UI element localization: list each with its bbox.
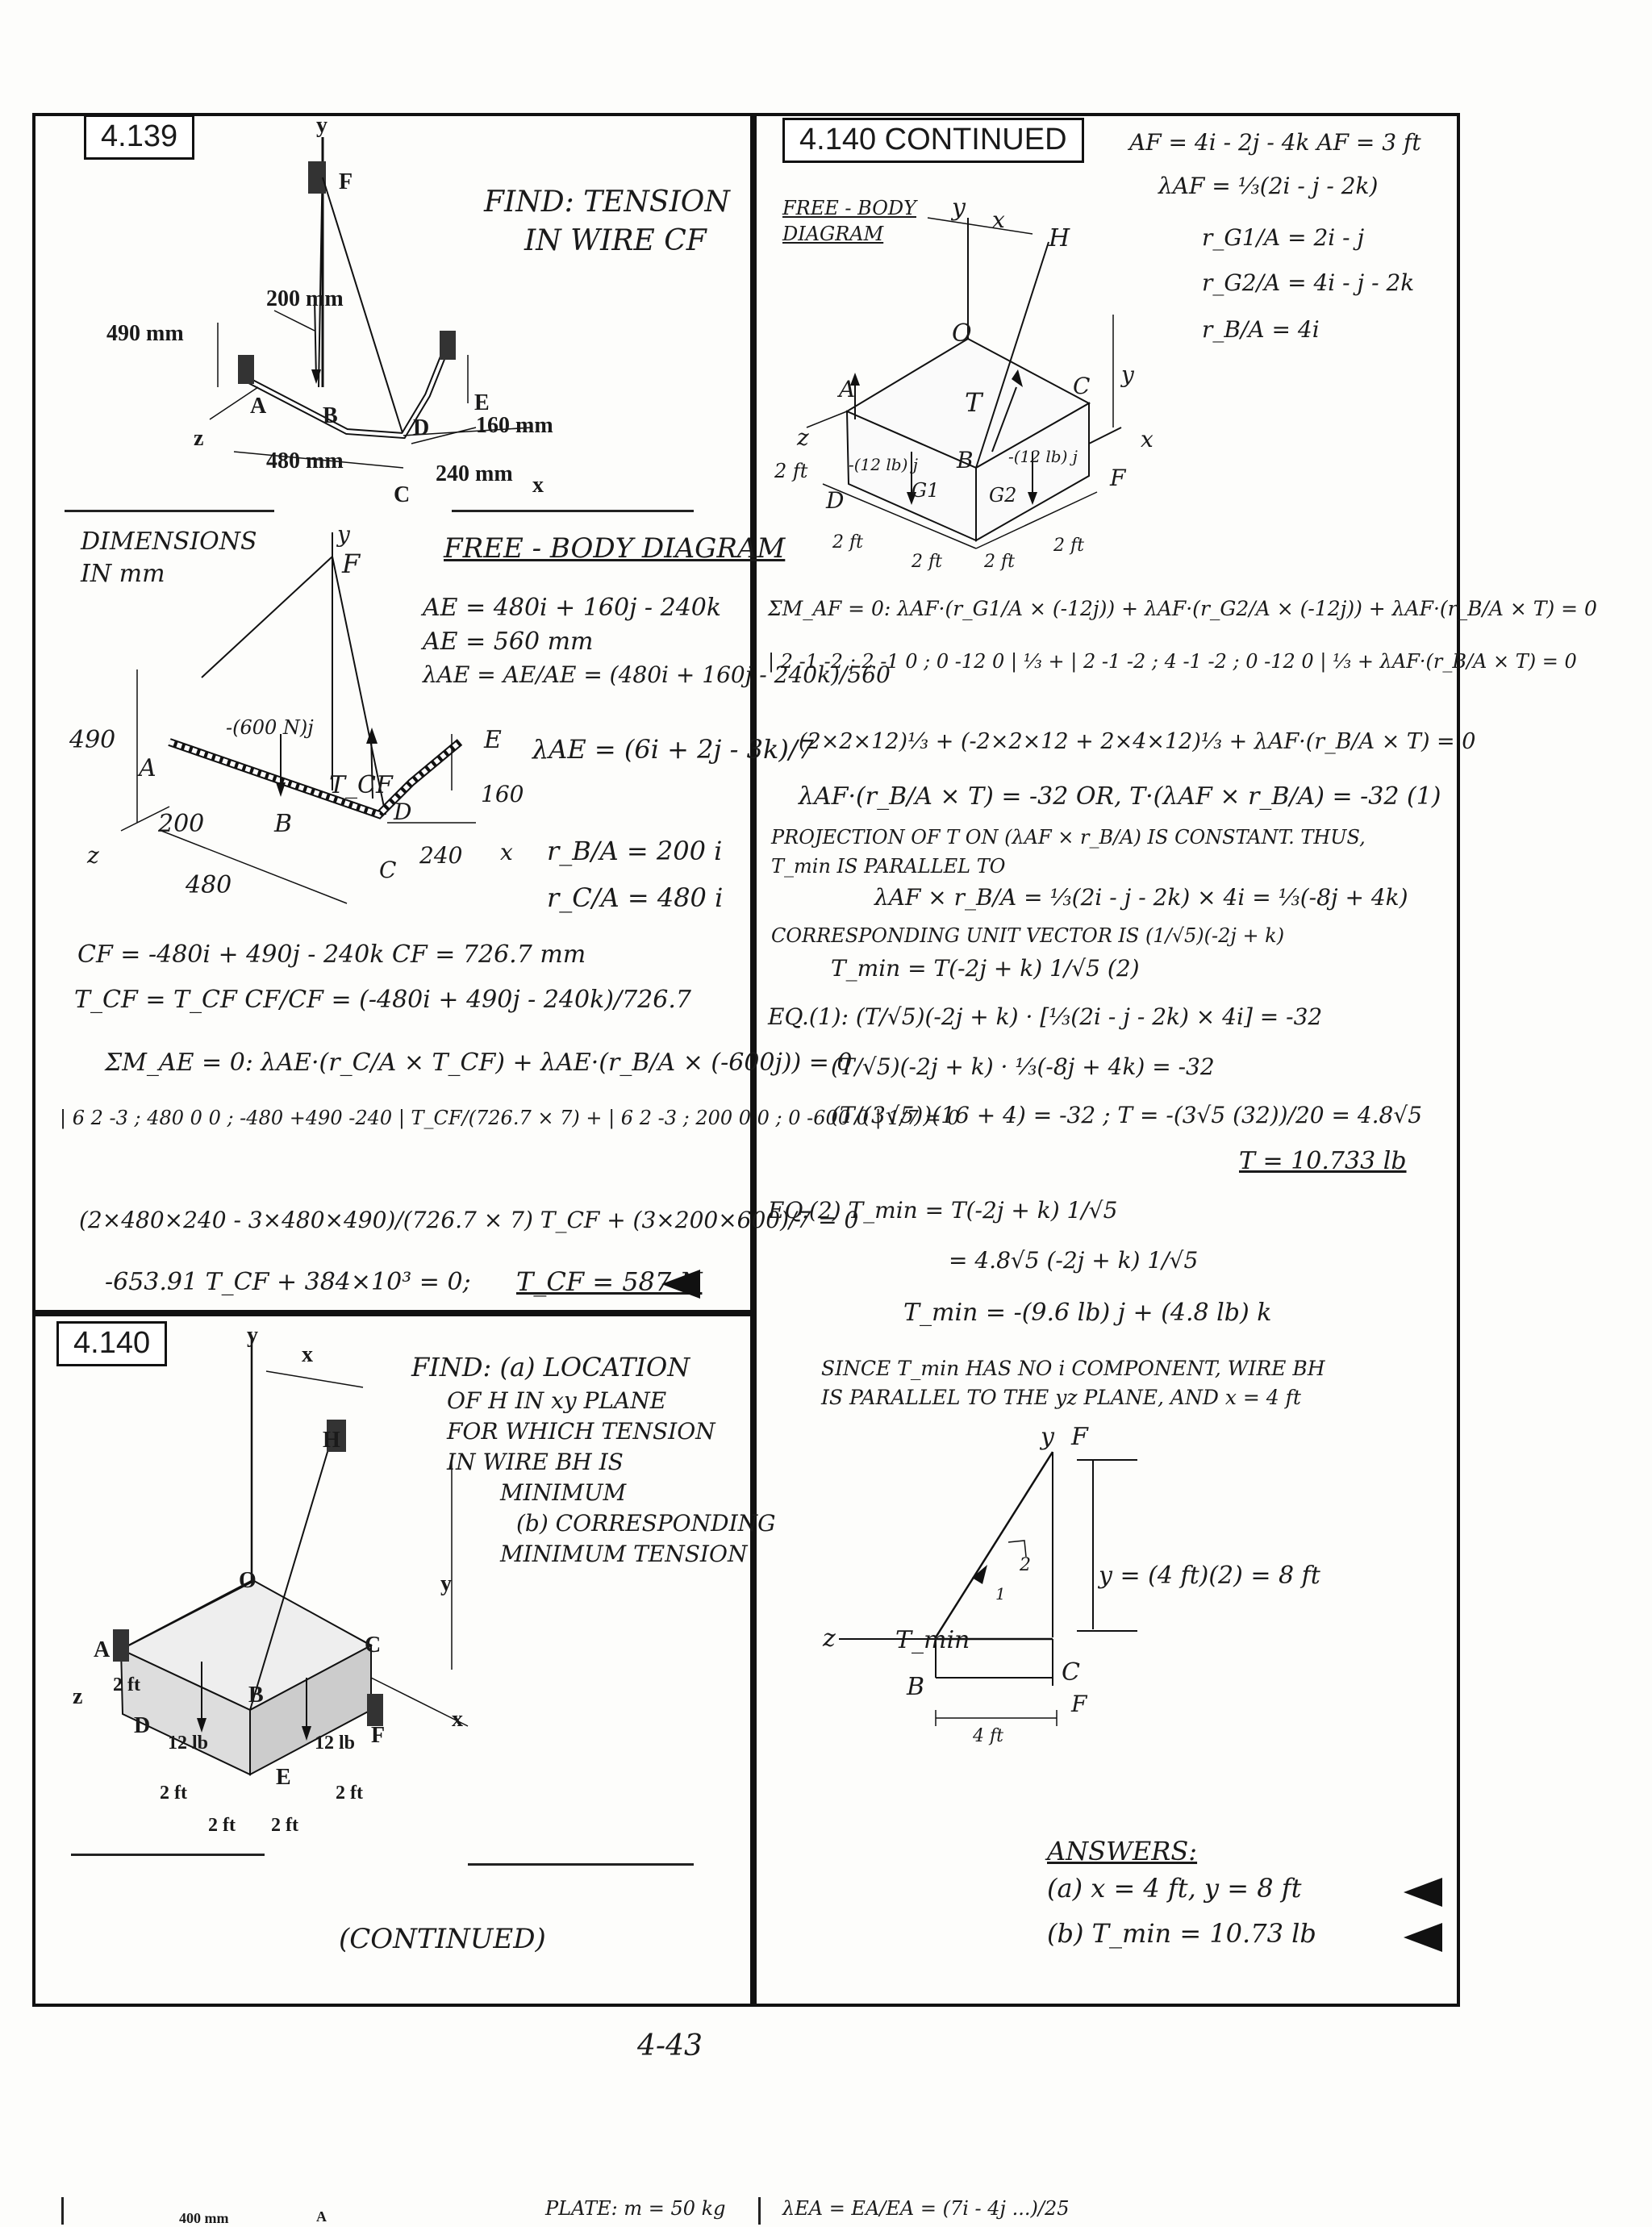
fig140-label-b: B xyxy=(248,1683,264,1708)
fbd140-2ft-b: 2 ft xyxy=(832,532,863,553)
eq140-moment-sum: ΣM_AF = 0: λAF·(r_G1/A × (-12j)) + λAF·(r_G2/A × (-12j)) + λAF·(r_B/A × T) = 0 xyxy=(768,597,1597,620)
eq-r-ca: r_C/A = 480 i xyxy=(547,882,724,913)
answer-marker-a xyxy=(1404,1878,1442,1907)
separator-line xyxy=(65,510,274,512)
fig140-label-e: E xyxy=(276,1765,291,1790)
next-page-dim: 400 mm xyxy=(179,2210,229,2226)
fbd-label-c: C xyxy=(379,857,397,883)
fbd-label-f: F xyxy=(342,548,361,579)
fbd140-2ft-d: 2 ft xyxy=(912,552,942,572)
fig140-label-2ft-d: 2 ft xyxy=(208,1815,236,1836)
small-fig-ratio-1: 1 xyxy=(995,1584,1006,1604)
fig-label-d: D xyxy=(413,415,430,440)
fig140-label-a: A xyxy=(94,1637,111,1662)
fig140-weight-2: 12 lb xyxy=(315,1733,356,1754)
eq140-dot: (T/√5)(-2j + k) · ⅓(-8j + 4k) = -32 xyxy=(831,1053,1215,1080)
fig140-label-x: x xyxy=(302,1342,313,1367)
next-page-lambda: λEA = EA/EA = (7i - 4j ...)/25 xyxy=(782,2197,1070,2220)
eq140-since: SINCE T_min HAS NO i COMPONENT, WIRE BH xyxy=(821,1357,1325,1380)
eq140-eq2-sub: = 4.8√5 (-2j + k) 1/√5 xyxy=(949,1247,1199,1274)
eq-lambda-af: λAF = ⅓(2i - j - 2k) xyxy=(1158,173,1379,199)
eq-af-vector: AF = 4i - 2j - 4k AF = 3 ft xyxy=(1129,129,1421,156)
fbd140-a: A xyxy=(839,376,856,402)
eq140-eq1: EQ.(1): (T/√5)(-2j + k) · [⅓(2i - j - 2k) × 4i] = -32 xyxy=(768,1003,1323,1030)
find140-line-1: FIND: (a) LOCATION xyxy=(411,1352,690,1382)
fbd140-2ft-c: 2 ft xyxy=(1053,536,1084,556)
dimensions-note-unit: IN mm xyxy=(81,560,165,588)
fbd140-w1: -(12 lb) j xyxy=(849,455,918,474)
eq-expanded: (2×480×240 - 3×480×490)/(726.7 × 7) T_CF + (3×200×600)/7 = 0 xyxy=(79,1207,859,1233)
fbd140-b: B xyxy=(957,447,974,473)
fbd-label-x: x xyxy=(500,839,513,865)
small-fig-ratio-2: 2 xyxy=(1020,1555,1031,1575)
fbd140-y: y xyxy=(952,194,966,222)
small-fig-f-bottom: F xyxy=(1071,1691,1087,1717)
answer-a: (a) x = 4 ft, y = 8 ft xyxy=(1047,1873,1302,1904)
fbd140-title-1: FREE - BODY xyxy=(782,197,916,219)
eq140-tmin-result: T_min = -(9.6 lb) j + (4.8 lb) k xyxy=(903,1299,1272,1327)
eq140-t-result: T = 10.733 lb xyxy=(1239,1147,1407,1175)
fbd-title: FREE - BODY DIAGRAM xyxy=(444,532,786,565)
find140-line-5: MINIMUM xyxy=(500,1479,627,1506)
fbd140-x: x xyxy=(992,206,1005,233)
eq140-parallel-yz: IS PARALLEL TO THE yz PLANE, AND x = 4 ft xyxy=(821,1386,1301,1409)
small-fig-result: y = (4 ft)(2) = 8 ft xyxy=(1099,1562,1320,1590)
find140-line-2: OF H IN xy PLANE xyxy=(447,1387,667,1414)
fbd140-t: T xyxy=(965,387,982,418)
eq-linear: -653.91 T_CF + 384×10³ = 0; xyxy=(105,1268,471,1296)
fbd140-z: z xyxy=(797,424,809,451)
small-figure-4-140 xyxy=(815,1420,1234,1839)
fbd140-c: C xyxy=(1073,373,1091,399)
fbd-label-480: 480 xyxy=(186,871,232,899)
find140-line-6: (b) CORRESPONDING xyxy=(516,1510,776,1537)
eq-r-g1a: r_G1/A = 2i - j xyxy=(1202,224,1365,251)
fig140-label-o: O xyxy=(239,1568,257,1593)
fig140-label-d: D xyxy=(134,1713,151,1738)
fig-label-x: x xyxy=(532,473,544,498)
fig-label-c: C xyxy=(394,482,411,507)
fig-label-240mm: 240 mm xyxy=(436,461,513,486)
fbd-label-tcf: T_CF xyxy=(329,771,393,799)
eq140-unit-vector: CORRESPONDING UNIT VECTOR IS (1/√5)(-2j + k) xyxy=(771,924,1285,947)
fig-label-y: y xyxy=(316,113,327,138)
fbd-label-y: y xyxy=(337,521,350,548)
separator-line xyxy=(468,1863,694,1866)
fig140-label-2ft-e: 2 ft xyxy=(271,1815,298,1836)
fig-label-f: F xyxy=(339,169,353,194)
fbd-label-d: D xyxy=(394,799,412,825)
fbd140-y2: y xyxy=(1121,361,1134,388)
problem-tag-4-140: 4.140 xyxy=(56,1321,167,1366)
small-fig-tmin: T_min xyxy=(895,1626,970,1654)
find140-line-4: IN WIRE BH IS xyxy=(447,1449,624,1475)
fig-label-200mm: 200 mm xyxy=(266,286,344,311)
fbd-label-z: z xyxy=(87,842,99,869)
eq-cf-vector: CF = -480i + 490j - 240k CF = 726.7 mm xyxy=(77,940,586,969)
fbd-label-160: 160 xyxy=(481,781,524,807)
answer-marker-b xyxy=(1404,1923,1442,1952)
eq140-cross: λAF × r_B/A = ⅓(2i - j - 2k) × 4i = ⅓(-8j + 4k) xyxy=(874,884,1408,911)
small-fig-y: y xyxy=(1041,1423,1054,1451)
fbd140-x2: x xyxy=(1141,426,1153,452)
fig-label-e: E xyxy=(474,390,490,415)
fbd140-2ft-e: 2 ft xyxy=(984,552,1015,572)
eq140-solve: (T/(3√5))(16 + 4) = -32 ; T = -(3√5 (32))/20 = 4.8√5 xyxy=(831,1102,1423,1128)
dimensions-note: DIMENSIONS xyxy=(81,528,257,556)
fig140-label-y: y xyxy=(247,1323,258,1348)
eq-moment-sum: ΣM_AE = 0: λAE·(r_C/A × T_CF) + λAE·(r_B/A × (-600j)) = 0 xyxy=(105,1049,853,1077)
fig140-label-y2: y xyxy=(440,1571,452,1596)
fig140-label-h: H xyxy=(323,1428,340,1453)
small-fig-c: C xyxy=(1062,1658,1080,1687)
fbd-label-600n: -(600 N)j xyxy=(226,716,314,739)
fbd-label-a: A xyxy=(139,754,156,782)
fig-label-z: z xyxy=(194,426,204,451)
continued-note: (CONTINUED) xyxy=(339,1923,546,1955)
eq-ae-vector: AE = 480i + 160j - 240k xyxy=(423,594,722,622)
answer-marker xyxy=(661,1270,700,1299)
small-fig-b: B xyxy=(907,1673,925,1701)
fbd140-f: F xyxy=(1110,465,1126,491)
fbd-label-e: E xyxy=(484,726,502,754)
fig140-label-c: C xyxy=(365,1633,382,1658)
fbd140-w2: -(12 lb) j xyxy=(1008,447,1078,466)
fbd140-2ft: 2 ft xyxy=(774,460,808,482)
eq140-projection: PROJECTION OF T ON (λAF × r_B/A) IS CONSTANT. THUS, xyxy=(771,826,1366,849)
fig140-weight-1: 12 lb xyxy=(168,1733,209,1754)
fbd140-o: O xyxy=(952,319,972,348)
fbd-label-b: B xyxy=(274,810,293,838)
fig-label-160mm: 160 mm xyxy=(476,413,553,438)
fig140-label-2ft-b: 2 ft xyxy=(160,1783,187,1804)
fig140-label-2ft-a: 2 ft xyxy=(113,1674,140,1695)
eq140-parallel: T_min IS PARALLEL TO xyxy=(771,855,1006,878)
fbd140-g1: G1 xyxy=(912,479,940,502)
eq140-eq2: EQ.(2) T_min = T(-2j + k) 1/√5 xyxy=(768,1197,1118,1224)
small-fig-f-top: F xyxy=(1071,1423,1088,1451)
fbd140-d: D xyxy=(826,487,845,514)
find-line-1: FIND: TENSION xyxy=(484,186,730,219)
find-line-2: IN WIRE CF xyxy=(524,224,707,257)
problem-tag-4-140-continued: 4.140 CONTINUED xyxy=(782,118,1084,163)
separator-line xyxy=(452,510,694,512)
fig140-label-x2: x xyxy=(452,1707,463,1732)
fig140-label-z: z xyxy=(73,1684,83,1709)
fig140-label-2ft-c: 2 ft xyxy=(336,1783,363,1804)
fbd-label-490: 490 xyxy=(69,726,116,754)
figure-4-140 xyxy=(48,1323,500,1775)
fbd-label-200: 200 xyxy=(158,810,205,838)
fig140-label-f: F xyxy=(371,1723,386,1748)
small-fig-span: 4 ft xyxy=(973,1726,1003,1746)
find140-line-7: MINIMUM TENSION xyxy=(500,1541,748,1567)
fbd140-h: H xyxy=(1049,224,1070,252)
answers-heading: ANSWERS: xyxy=(1047,1836,1198,1866)
eq-r-ba: r_B/A = 200 i xyxy=(547,836,723,866)
eq140-result-1: λAF·(r_B/A × T) = -32 OR, T·(λAF × r_B/A) = -32 (1) xyxy=(799,782,1441,811)
fig-label-b: B xyxy=(323,403,338,428)
eq140-tmin: T_min = T(-2j + k) 1/√5 (2) xyxy=(831,955,1140,982)
eq140-determinants: | 2 -1 -2 ; 2 -1 0 ; 0 -12 0 | ⅓ + | 2 -1 -2 ; 4 -1 -2 ; 0 -12 0 | ⅓ + λAF·(r_B/A × T) = 0 xyxy=(768,650,1577,673)
page-number: 4-43 xyxy=(637,2029,703,2062)
eq140-expanded: (2×2×12)⅓ + (-2×2×12 + 2×4×12)⅓ + λAF·(r_B/A × T) = 0 xyxy=(799,729,1476,754)
answer-tcf: T_CF = 587 N xyxy=(516,1266,703,1297)
eq-r-g2a: r_G2/A = 4i - j - 2k xyxy=(1202,269,1415,296)
fig-label-480mm: 480 mm xyxy=(266,448,344,473)
fig-label-490mm: 490 mm xyxy=(106,321,184,346)
find140-line-3: FOR WHICH TENSION xyxy=(447,1418,715,1445)
fig-label-a: A xyxy=(250,394,267,419)
fbd140-title-2: DIAGRAM xyxy=(782,223,884,245)
answer-b: (b) T_min = 10.73 lb xyxy=(1047,1918,1316,1949)
eq-r-ba-140: r_B/A = 4i xyxy=(1202,316,1320,343)
eq-lambda-ae-unit: λAE = (6i + 2j - 3k)/7 xyxy=(532,734,814,765)
small-fig-z: z xyxy=(823,1624,836,1653)
separator-line xyxy=(71,1854,265,1856)
next-page-a: A xyxy=(316,2208,327,2225)
eq-tcf: T_CF = T_CF CF/CF = (-480i + 490j - 240k)/726.7 xyxy=(74,986,691,1014)
fbd140-g2: G2 xyxy=(989,484,1017,507)
eq-determinants: | 6 2 -3 ; 480 0 0 ; -480 +490 -240 | T_CF/(726.7 × 7) + | 6 2 -3 ; 200 0 0 ; 0 -600 0 | 1/7 = 0 xyxy=(60,1107,960,1129)
next-page-border xyxy=(61,2197,64,2225)
next-page-divider xyxy=(758,2197,761,2225)
fbd-label-240: 240 xyxy=(419,842,463,869)
next-page-plate: PLATE: m = 50 kg xyxy=(545,2197,726,2220)
eq-lambda-ae: λAE = AE/AE = (480i + 160j - 240k)/560 xyxy=(423,661,891,688)
eq-ae-length: AE = 560 mm xyxy=(423,628,594,656)
problem-tag-4-139: 4.139 xyxy=(84,115,194,160)
fbd-4-139 xyxy=(73,516,549,903)
